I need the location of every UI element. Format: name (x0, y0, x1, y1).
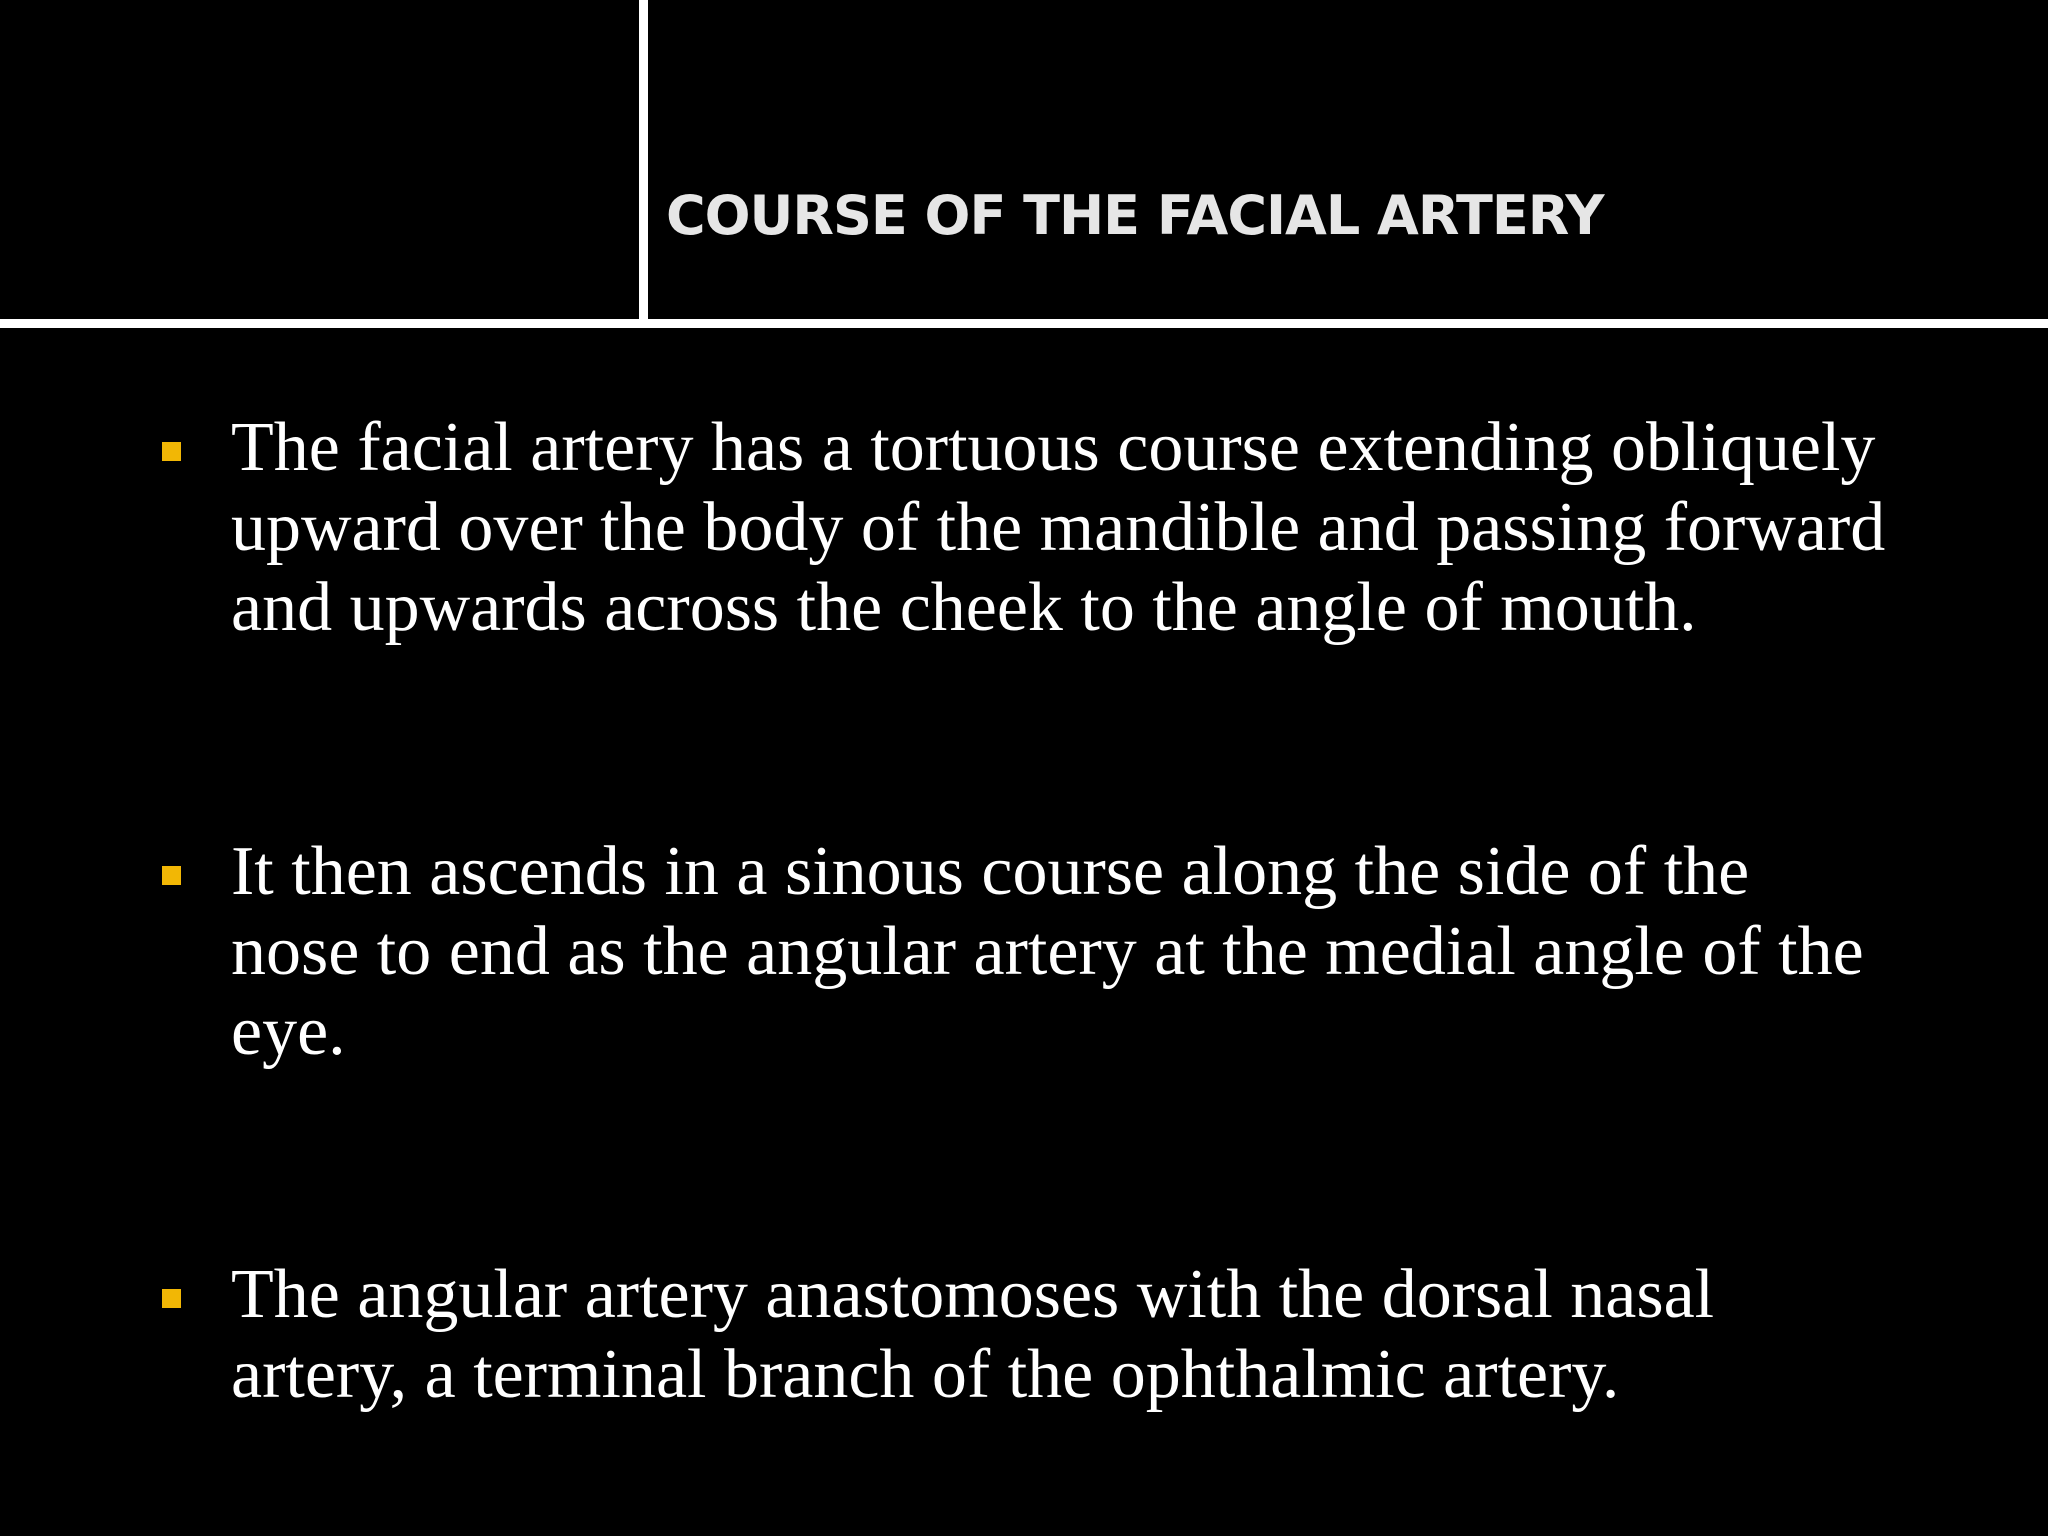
bullet-text: The angular artery anastomoses with the dorsal nasal artery, a terminal branch of the ophthalmic artery. (231, 1256, 1715, 1413)
square-bullet-icon (162, 442, 181, 461)
slide-title: COURSE OF THE FACIAL ARTERY (666, 184, 1604, 247)
bullet-text: It then ascends in a sinous course along the side of the nose to end as the angular artery at the medial angle of the eye. (231, 833, 1864, 1070)
bullet-text: The facial artery has a tortuous course extending obliquely upward over the body of the mandible and passing forward and upwards across the cheek to the angle of mouth. (231, 409, 1886, 646)
square-bullet-icon (162, 1289, 181, 1308)
square-bullet-icon (162, 866, 181, 885)
